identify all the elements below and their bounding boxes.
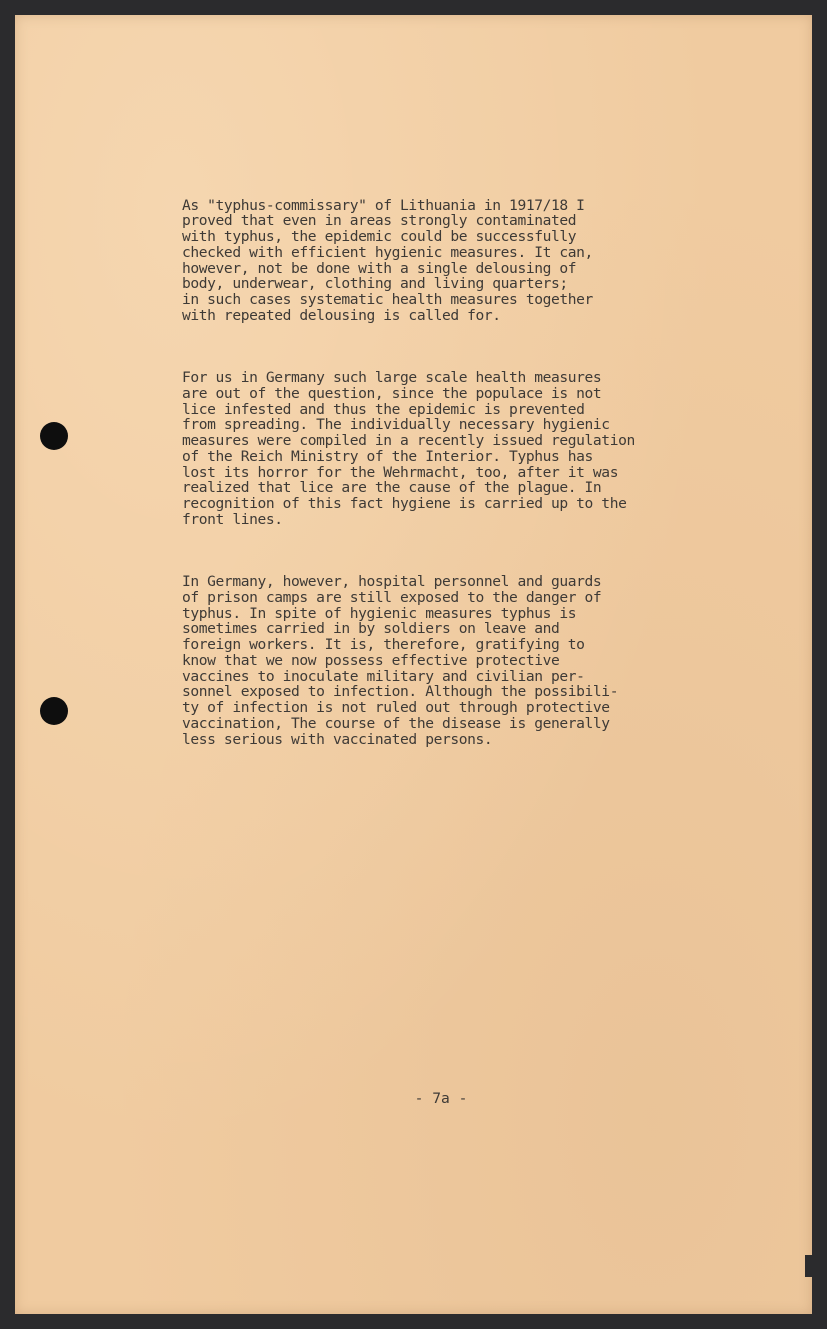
- paragraph-typhus-commissary: As "typhus-commissary" of Lithuania in 1917/18 I proved that even in areas strongly contaminated with typhus, the epidemic could be successfully checked with efficient hygienic measures. It can, however, not be done with a single delousing of body, underwear, clothing and living quarters; in such cases systematic health measures together with repeated delousing is called for.: [182, 196, 593, 324]
- punch-hole-lower: [40, 697, 68, 725]
- paragraph-hospital-personnel: In Germany, however, hospital personnel and guards of prison camps are still exposed to the danger of typhus. In spite of hygienic measures typhus is sometimes carried in by soldiers on leave and foreign workers. It is, therefore, gratifying to know that we now possess effective protective vaccines to inoculate military and civilian per- sonnel exposed to infection. Although the possibili- ty of infection is not ruled out through protective vaccination, The course of the disease is generally less serious with vaccinated persons.: [182, 573, 619, 748]
- punch-hole-upper: [40, 422, 68, 450]
- paragraph-germany-health-measures: For us in Germany such large scale health measures are out of the question, since the populace is not lice infested and thus the epidemic is prevented from spreading. The individually necessary hygienic measures were compiled in a recently issued regulation of the Reich Ministry of the Interior. Typhus has lost its horror for the Wehrmacht, too, after it was realized that lice are the cause of the plague. In recognition of this fact hygiene is carried up to the front lines.: [182, 369, 635, 528]
- document-page: [15, 15, 812, 1314]
- page-number: - 7a -: [414, 1090, 468, 1107]
- torn-edge-notch: [805, 1255, 812, 1277]
- typed-text-body: [182, 166, 742, 779]
